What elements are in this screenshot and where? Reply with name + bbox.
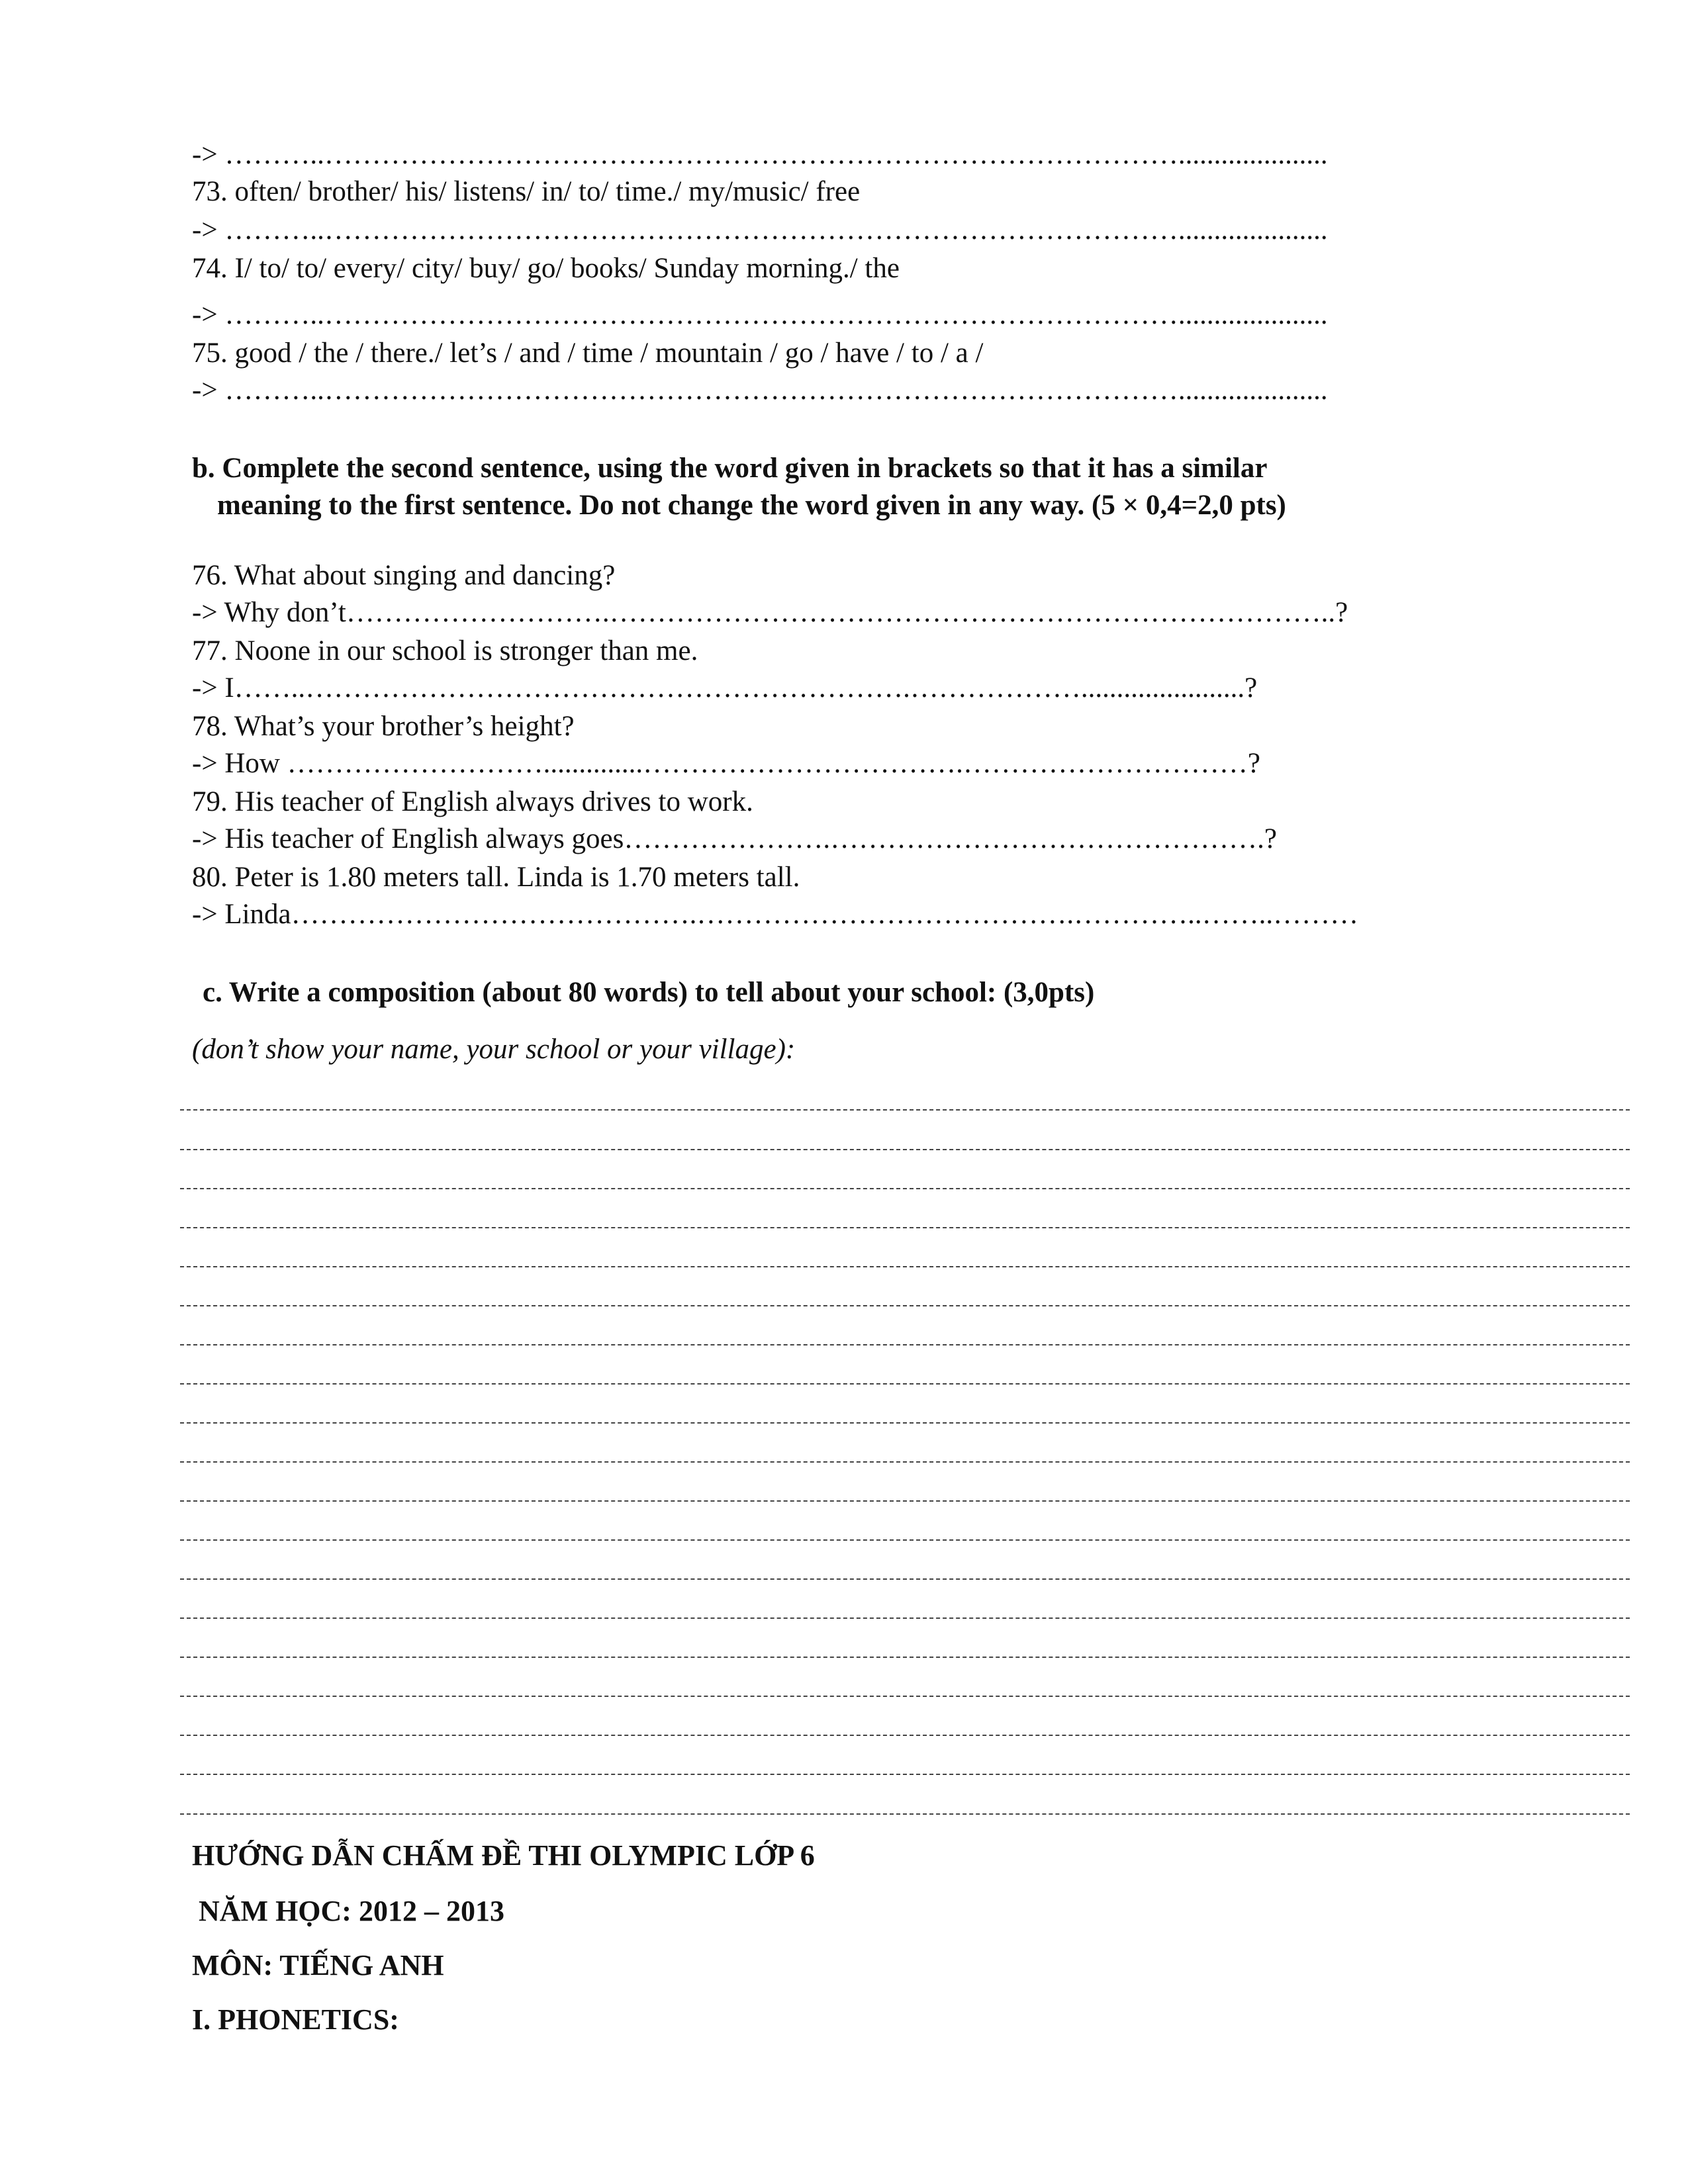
answer-line-80: -> Linda…………………………………….………………………………….…………..……..……… bbox=[192, 899, 1359, 930]
answer-line-76: -> Why don’t……………………….…………………………………………………………………..? bbox=[192, 597, 1348, 628]
answer-key-subject: MÔN: TIẾNG ANH bbox=[192, 1949, 444, 1981]
writing-line[interactable] bbox=[180, 1344, 1630, 1345]
writing-line[interactable] bbox=[180, 1774, 1630, 1775]
question-75: 75. good / the / there./ let’s / and / time / mountain / go / have / to / a / bbox=[192, 338, 984, 369]
answer-line-78: -> How ………………………..............…………………………….…………………………? bbox=[192, 748, 1261, 779]
answer-line-72: -> ………..………………………………………………………………………………..................... bbox=[192, 139, 1328, 170]
writing-line[interactable] bbox=[180, 1578, 1630, 1580]
question-73: 73. often/ brother/ his/ listens/ in/ to/ time./ my/music/ free bbox=[192, 176, 861, 207]
answer-key-section: I. PHONETICS: bbox=[192, 2003, 399, 2036]
question-74: 74. I/ to/ to/ every/ city/ buy/ go/ books/ Sunday morning./ the bbox=[192, 253, 900, 284]
writing-line[interactable] bbox=[180, 1539, 1630, 1541]
writing-line[interactable] bbox=[180, 1227, 1630, 1228]
writing-line[interactable] bbox=[180, 1266, 1630, 1267]
part-c-heading: c. Write a composition (about 80 words) to tell about your school: (3,0pts) bbox=[203, 977, 1095, 1008]
answer-line-75: -> ………..………………………………………………………………………………..................... bbox=[192, 375, 1328, 406]
writing-line[interactable] bbox=[180, 1188, 1630, 1189]
part-c-note: (don’t show your name, your school or your village): bbox=[192, 1034, 796, 1065]
answer-line-73: -> ………..………………………………………………………………………………..................... bbox=[192, 214, 1328, 246]
writing-line[interactable] bbox=[180, 1383, 1630, 1385]
writing-line[interactable] bbox=[180, 1617, 1630, 1619]
writing-line[interactable] bbox=[180, 1149, 1630, 1150]
question-77: 77. Noone in our school is stronger than me. bbox=[192, 635, 698, 666]
writing-line[interactable] bbox=[180, 1305, 1630, 1306]
part-b-heading-line2: meaning to the first sentence. Do not change the word given in any way. (5 × 0,4=2,0 pts) bbox=[217, 490, 1286, 521]
writing-line[interactable] bbox=[180, 1500, 1630, 1502]
answer-line-79: -> His teacher of English always goes………………….……………………………………….? bbox=[192, 823, 1277, 854]
answer-key-year: NĂM HỌC: 2012 – 2013 bbox=[199, 1895, 504, 1927]
question-79: 79. His teacher of English always drives to work. bbox=[192, 786, 753, 817]
writing-line[interactable] bbox=[180, 1696, 1630, 1697]
writing-line[interactable] bbox=[180, 1461, 1630, 1463]
writing-line[interactable] bbox=[180, 1109, 1630, 1111]
part-b-heading-line1: b. Complete the second sentence, using the word given in brackets so that it has a similar bbox=[192, 453, 1268, 484]
writing-line[interactable] bbox=[180, 1422, 1630, 1424]
question-76: 76. What about singing and dancing? bbox=[192, 560, 616, 591]
writing-line[interactable] bbox=[180, 1813, 1630, 1815]
answer-line-77: -> I……..……………………………………………………….……………….......................? bbox=[192, 672, 1258, 704]
writing-line[interactable] bbox=[180, 1735, 1630, 1736]
answer-line-74: -> ………..………………………………………………………………………………..................... bbox=[192, 299, 1328, 330]
writing-line[interactable] bbox=[180, 1657, 1630, 1658]
answer-key-title: HƯỚNG DẪN CHẤM ĐỀ THI OLYMPIC LỚP 6 bbox=[192, 1839, 815, 1872]
question-78: 78. What’s your brother’s height? bbox=[192, 711, 575, 742]
question-80: 80. Peter is 1.80 meters tall. Linda is 1.70 meters tall. bbox=[192, 862, 800, 893]
